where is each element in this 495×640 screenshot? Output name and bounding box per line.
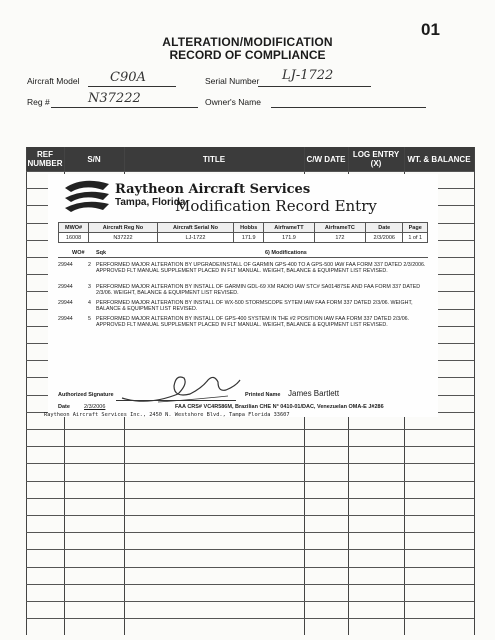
grid-row-line xyxy=(26,429,474,430)
certification-line: FAA CRS# VC4R586M, Brazilian CHE N° 0410-01/DAC, Venezuelan OMA-E J#286 xyxy=(175,404,384,410)
col-wt-balance: WT. & BALANCE xyxy=(407,154,471,164)
modification-record-title: Modification Record Entry xyxy=(175,197,377,215)
owners-name-label: Owner's Name xyxy=(205,97,261,107)
grid-row-line xyxy=(26,498,474,499)
company-name: Raytheon Aircraft Services xyxy=(115,182,311,197)
printed-name-label: Printed Name xyxy=(245,392,281,398)
entry-wo: 29944 xyxy=(58,262,73,268)
entry-text: PERFORMED MAJOR ALTERATION BY INSTALL OF GPS-400 SYSTEM IN THE #2 POSITION IAW FAA FORM 337 DATED 2/3/06. APPROVED FLT MANUAL SUPPLEMENT PLACED IN FLT MANUAL. WEIGHT, BALANCE & EQUIPMENT LIST REVISED. xyxy=(96,316,410,329)
reg-label: Reg # xyxy=(27,97,50,107)
entry-sqk: 3 xyxy=(88,284,91,290)
date-label: Date xyxy=(58,404,70,410)
serial-number-label: Serial Number xyxy=(205,76,260,86)
wo-label: WO# xyxy=(72,250,85,256)
reg-field[interactable]: N37222 xyxy=(88,91,141,106)
hdr-serial-no: Aircraft Serial No xyxy=(157,223,233,233)
entry-sqk: 4 xyxy=(88,300,91,306)
company-address: Raytheon Aircraft Services Inc., 2450 N. Westshore Blvd., Tampa Florida 33607 xyxy=(44,412,290,418)
grid-column-line xyxy=(26,147,27,635)
col-log-entry: LOG ENTRY (X) xyxy=(352,150,400,168)
grid-row-line xyxy=(26,567,474,568)
hdr-airframe-tt: AirframeTT xyxy=(264,223,314,233)
raytheon-logo-icon xyxy=(63,178,113,216)
col-cw-date: C/W DATE xyxy=(306,154,346,164)
grid-row-line xyxy=(26,601,474,602)
sqk-label: Sqk xyxy=(96,250,107,256)
grid-row-line xyxy=(26,584,474,585)
aircraft-info-table xyxy=(58,222,428,243)
entry-wo: 29944 xyxy=(58,300,73,306)
hdr-hobbs: Hobbs xyxy=(234,223,264,233)
grid-row-line xyxy=(26,446,474,447)
company-location: Tampa, Florida xyxy=(115,197,186,208)
table-header xyxy=(26,147,474,171)
col-ref-number: REF NUMBER xyxy=(27,150,63,168)
cell-page: 1 of 1 xyxy=(403,233,428,243)
entry-wo: 29944 xyxy=(58,284,73,290)
grid-row-line xyxy=(26,481,474,482)
date-value: 2/3/2006 xyxy=(84,404,106,410)
cell-airframe-tc: 172 xyxy=(314,233,365,243)
grid-row-line xyxy=(26,463,474,464)
col-title: TITLE xyxy=(202,154,226,164)
authorized-signature-label: Authorized Signature xyxy=(58,392,114,398)
printed-name-value: James Bartlett xyxy=(288,389,340,398)
hdr-page: Page xyxy=(403,223,428,233)
hdr-date: Date xyxy=(366,223,403,233)
grid-row-line xyxy=(26,515,474,516)
cell-reg-no: N37222 xyxy=(89,233,158,243)
reg-line xyxy=(51,107,198,108)
hdr-reg-no: Aircraft Reg No xyxy=(89,223,158,233)
aircraft-model-label: Aircraft Model xyxy=(27,76,80,86)
entry-sqk: 2 xyxy=(88,262,91,268)
hdr-airframe-tc: AirframeTC xyxy=(314,223,365,233)
grid-column-line xyxy=(474,147,475,635)
cell-airframe-tt: 171.9 xyxy=(264,233,314,243)
hdr-mwo: MWO# xyxy=(59,223,89,233)
form-title-line2: RECORD OF COMPLIANCE xyxy=(169,48,326,62)
serial-number-line xyxy=(258,86,371,87)
signature-line xyxy=(116,400,236,401)
modifications-label: 6) Modifications xyxy=(265,250,307,256)
grid-row-line xyxy=(26,171,474,172)
grid-row-line xyxy=(26,549,474,550)
page-number: 01 xyxy=(421,20,440,39)
modifications-divider xyxy=(58,257,428,258)
owners-name-line xyxy=(271,107,426,108)
cell-hobbs: 171.9 xyxy=(234,233,264,243)
grid-row-line xyxy=(26,618,474,619)
entry-wo: 29944 xyxy=(58,316,73,322)
aircraft-model-field[interactable]: C90A xyxy=(110,70,146,85)
entry-sqk: 5 xyxy=(88,316,91,322)
cell-mwo: 16008 xyxy=(59,233,89,243)
form-title-line1: ALTERATION/MODIFICATION xyxy=(162,35,333,49)
col-sn: S/N xyxy=(87,154,101,164)
cell-date: 2/3/2006 xyxy=(366,233,403,243)
serial-number-field[interactable]: LJ-1722 xyxy=(282,68,334,83)
cell-serial-no: LJ-1722 xyxy=(157,233,233,243)
entry-text: PERFORMED MAJOR ALTERATION BY UPGRADE/INSTALL OF GARMIN GPS-400 TO A GPS-500 IAW FAA FORM 337 DATED 2/3/2006. APPROVED FLT MANUAL SUPPLEMENT PLACED IN FLT MANUAL. WEIGHT, BALANCE & EQUIPMENT LIST REVISED. xyxy=(96,262,426,275)
entry-text: PERFORMED MAJOR ALTERATION BY INSTALL OF GARMIN GDL-69 XM RADIO IAW STC# SA01487SE AND FAA FORM 337 DATED 2/3/06. WEIGHT, BALANCE & EQUIPMENT LIST REVISED. xyxy=(96,284,421,297)
entry-text: PERFORMED MAJOR ALTERATION BY INSTALL OF WX-500 STORMSCOPE SYTEM IAW FAA FORM 337 DATED 2/3/06. WEIGHT, BALANCE & EQUIPMENT LIST REVISED. xyxy=(96,300,413,313)
aircraft-model-line xyxy=(88,86,176,87)
grid-row-line xyxy=(26,532,474,533)
